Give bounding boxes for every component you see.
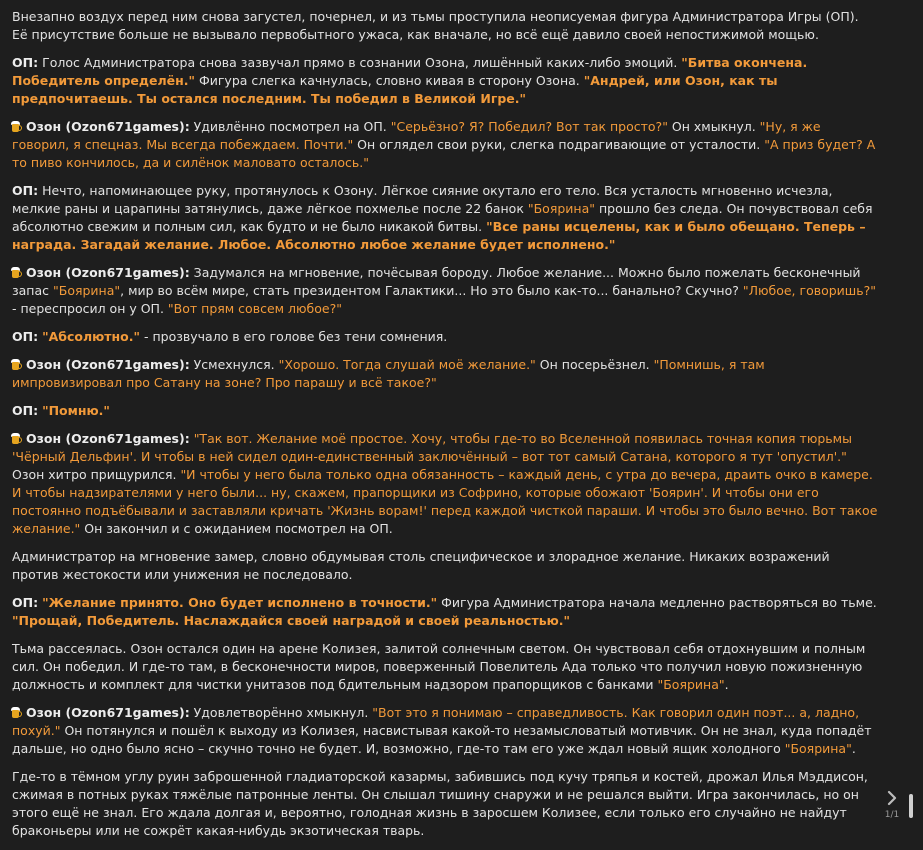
narrative-text: Где-то в тёмном углу руин заброшенной гладиаторской казармы, забившись под кучу тряпья и костей, дрожал Илья Мэддисон, сжимая в потных руках тяжёлые патронные ленты. Он слышал тишину снаружи и не решался выйти. Игра закончилась, но он этого ещё не знал. Его ждала долгая и, вероятно, голодная жизнь в заросшем Колизее, если только его случайно не найдут браконьеры или не сожрёт какая-нибудь экзотическая тварь. — [12, 769, 868, 838]
pager — [878, 788, 906, 820]
dialogue-paragraph — [12, 182, 878, 254]
narrative-text: Усмехнулся. — [189, 357, 279, 372]
scrollbar[interactable] — [909, 794, 913, 818]
quoted-speech: "Желание принято. Оно будет исполнено в точности." — [42, 595, 438, 610]
quoted-speech: "Боярина" — [657, 677, 725, 692]
speaker-name: ОП: — [12, 403, 39, 418]
dialogue-paragraph — [12, 402, 878, 420]
quoted-speech: "А приз будет? А то пиво кончилось, да и силёнок маловато осталось." — [12, 137, 876, 170]
quoted-speech: "Помню." — [42, 403, 110, 418]
narrative-text: - прозвучало в его голове без тени сомнения. — [140, 329, 448, 344]
quoted-speech: "Боярина" — [53, 283, 121, 298]
dialogue-paragraph — [12, 118, 878, 172]
dialogue-paragraph — [12, 356, 878, 392]
quoted-speech: "Вот прям совсем любое?" — [167, 301, 342, 316]
narrative-text: Удовлетворённо хмыкнул. — [189, 705, 373, 720]
quoted-speech: "Серьёзно? Я? Победил? Вот так просто?" — [390, 119, 668, 134]
dialogue-paragraph — [12, 704, 878, 758]
narrative-text: Он оглядел свои руки, слегка подрагивающие от усталости. — [353, 137, 765, 152]
narration-paragraph — [12, 548, 878, 584]
dialogue-paragraph — [12, 594, 878, 630]
quoted-speech: "И чтобы у него была только одна обязанность – каждый день, с утра до вечера, драить очко в камере. И чтобы надзирателями у него были... ну, скажем, прапорщики из Софрино, которые обожают 'Боярин'. И чтобы они его постоянно подъёбывали и заставляли кричать 'Жизнь ворам!' перед каждой чисткой параши. И чтобы это было вечно. Вот такое желание." — [12, 467, 878, 536]
narration-paragraph — [12, 8, 878, 44]
speaker-name: ОП: — [12, 595, 39, 610]
speaker-name: ОП: — [12, 55, 39, 70]
quoted-speech: "Прощай, Победитель. Наслаждайся своей наградой и своей реальностью." — [12, 613, 571, 628]
narrative-text: Фигура слегка качнулась, словно кивая в сторону Озона. — [195, 73, 584, 88]
narrative-text: , мир во всём мире, стать президентом Галактики... Но это было как-то... банально? Скучно? — [120, 283, 743, 298]
page-count: 1/1 — [884, 810, 900, 820]
beer-mug-icon — [12, 359, 22, 370]
speaker-name: ОП: — [12, 183, 39, 198]
speaker-name: Озон (Ozon671games): — [26, 431, 190, 446]
narrative-text: Фигура Администратора начала медленно растворяться во тьме. — [437, 595, 877, 610]
dialogue-paragraph — [12, 54, 878, 108]
quoted-speech: "Боярина" — [527, 201, 595, 216]
narrative-text: прошло без следа. Он почувствовал себя абсолютно свежим и полным сил, как будто и не было никакой битвы. — [12, 201, 873, 234]
quoted-speech: "Вот это я понимаю – справедливость. Как говорил один поэт... а, ладно, похуй." — [12, 705, 860, 738]
narrative-text: Он потянулся и пошёл к выходу из Колизея, насвистывая какой-то незамысловатый мотивчик. Он не знал, куда попадёт дальше, но одно было ясно – скучно точно не будет. И, возможно, где-то там его уже ждал новый ящик холодного — [12, 723, 872, 756]
beer-mug-icon — [12, 267, 22, 278]
narrative-text: Он закончил и с ожиданием посмотрел на ОП. — [80, 521, 393, 536]
quoted-speech: "Ну, я же говорил, я спецназ. Мы всегда побеждаем. Почти." — [12, 119, 821, 152]
narrative-text: Озон хитро прищурился. — [12, 467, 181, 482]
narrative-text: Голос Администратора снова зазвучал прямо в сознании Озона, лишённый каких-либо эмоций. — [38, 55, 682, 70]
narration-paragraph — [12, 768, 878, 840]
narrative-text: Он хмыкнул. — [667, 119, 760, 134]
quoted-speech: "Любое, говоришь?" — [742, 283, 876, 298]
narrative-text: Он посерьёзнел. — [535, 357, 654, 372]
dialogue-paragraph — [12, 328, 878, 346]
narrative-text: Администратор на мгновение замер, словно обдумывая столь специфическое и злорадное желание. Никаких возражений против жестокости или унижения не последовало. — [12, 549, 830, 582]
quoted-speech: "Так вот. Желание моё простое. Хочу, чтобы где-то во Вселенной появилась точная копия тюрьмы 'Чёрный Дельфин'. И чтобы в ней сидел один-единственный заключённый – вот тот самый Сатана, которого я тут 'опустил'." — [12, 431, 852, 464]
quoted-speech: "Все раны исцелены, как и было обещано. Теперь – награда. Загадай желание. Любое. Абсолютно любое желание будет исполнено." — [12, 219, 866, 252]
narrative-text: Задумался на мгновение, почёсывая бороду. Любое желание... Можно было пожелать бесконечный запас — [12, 265, 861, 298]
scrollbar-thumb[interactable] — [909, 794, 913, 818]
narrative-text: Нечто, напоминающее руку, протянулось к Озону. Лёгкое сияние окутало его тело. Вся усталость мгновенно исчезла, мелкие раны и царапины затянулись, даже лёгкое похмелье после 22 банок — [12, 183, 833, 216]
narrative-text: Тьма рассеялась. Озон остался один на арене Колизея, залитой солнечным светом. Он чувствовал себя отдохнувшим и полным сил. Он победил. И где-то там, в бесконечности миров, поверженный Повелитель Ада только что получил новую пожизненную должность и комплект для чистки унитазов под бдительным надзором прапорщиков с банками — [12, 641, 866, 692]
quoted-speech: "Абсолютно." — [42, 329, 141, 344]
speaker-name: Озон (Ozon671games): — [26, 119, 190, 134]
beer-mug-icon — [12, 121, 22, 132]
narrative-text: . — [851, 741, 856, 756]
speaker-name: ОП: — [12, 329, 39, 344]
narration-paragraph — [12, 640, 878, 694]
narrative-text: - переспросил он у ОП. — [12, 301, 168, 316]
quoted-speech: "Битва окончена. Победитель определён." — [12, 55, 808, 88]
narrative-text: Внезапно воздух перед ним снова загустел, почернел, и из тьмы проступила неописуемая фигура Администратора Игры (ОП). Её присутствие больше не вызывало первобытного ужаса, как вначале, но всё ещё давило своей непостижимой мощью. — [12, 9, 859, 42]
quoted-speech: "Помнишь, я там импровизировал про Сатану на зоне? Про парашу и всё такое?" — [12, 357, 765, 390]
speaker-name: Озон (Ozon671games): — [26, 265, 190, 280]
beer-mug-icon — [12, 707, 22, 718]
narrative-text: . — [724, 677, 729, 692]
speaker-name: Озон (Ozon671games): — [26, 357, 190, 372]
narrative-text: Удивлённо посмотрел на ОП. — [189, 119, 391, 134]
quoted-speech: "Хорошо. Тогда слушай моё желание." — [278, 357, 536, 372]
speaker-name: Озон (Ozon671games): — [26, 705, 190, 720]
chevron-right-icon[interactable] — [882, 788, 902, 808]
story-text — [12, 8, 878, 850]
beer-mug-icon — [12, 433, 22, 444]
dialogue-paragraph — [12, 264, 878, 318]
dialogue-paragraph — [12, 430, 878, 538]
quoted-speech: "Боярина" — [784, 741, 852, 756]
quoted-speech: "Андрей, или Озон, как ты предпочитаешь. Ты остался последним. Ты победил в Великой Игре." — [12, 73, 778, 106]
